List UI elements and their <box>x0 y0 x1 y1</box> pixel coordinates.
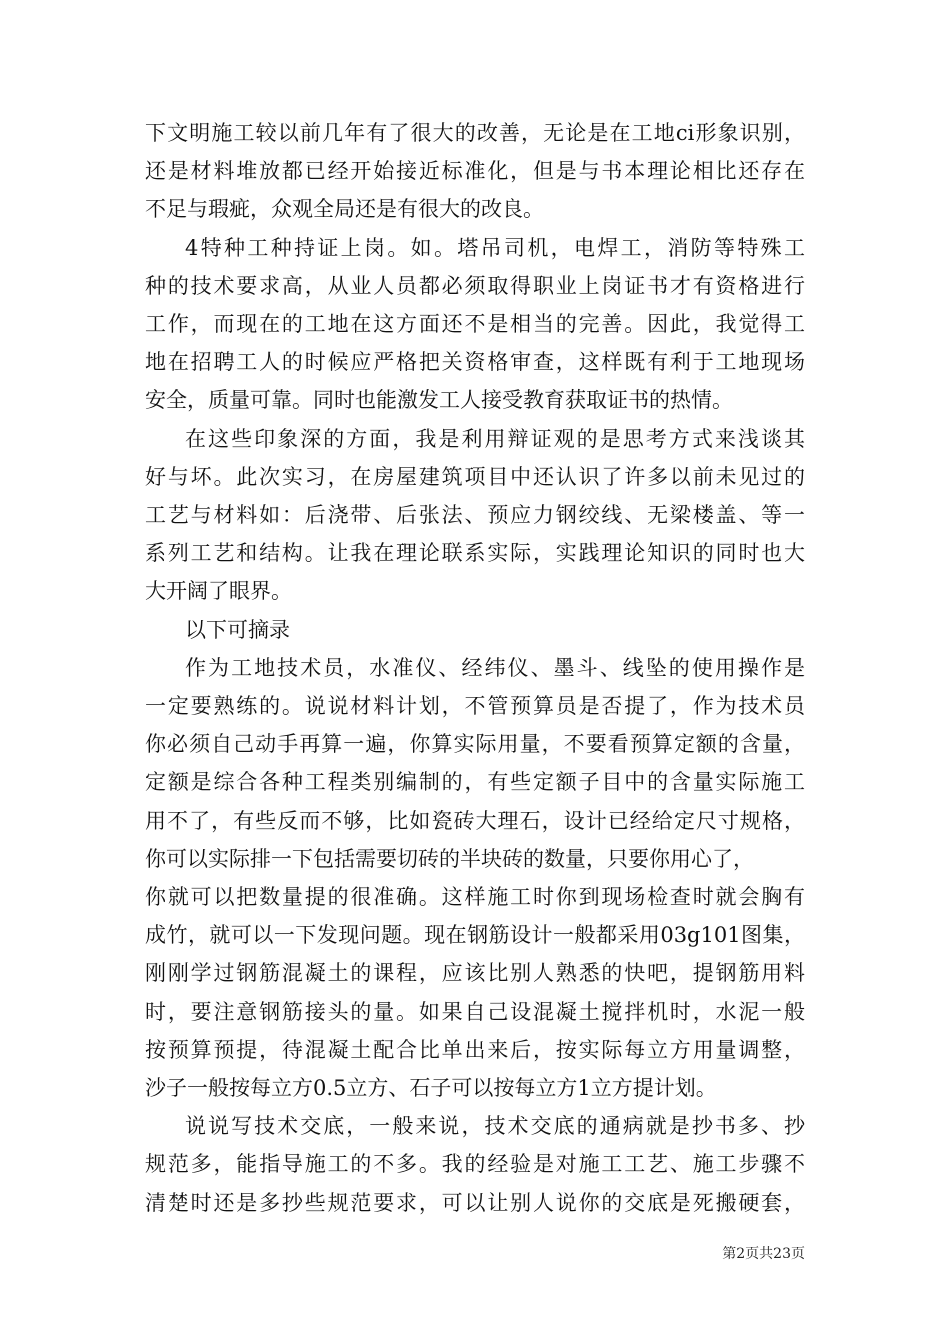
text-line: 4特种工种持证上岗。如。塔吊司机，电焊工，消防等特殊工 <box>185 235 805 260</box>
text-line: 刚刚学过钢筋混凝土的课程，应该比别人熟悉的快吧，提钢筋用料 <box>145 961 805 986</box>
text-line: 大开阔了眼界。 <box>145 579 292 604</box>
text-line: 你就可以把数量提的很准确。这样施工时你到现场检查时就会胸有 <box>145 885 805 909</box>
page-number: 第2页共23页 <box>722 1246 805 1262</box>
text-line: 还是材料堆放都已经开始接近标准化，但是与书本理论相比还存在 <box>145 159 805 184</box>
text-line: 工艺与材料如：后浇带、后张法、预应力钢绞线、无梁楼盖、等一 <box>145 503 805 527</box>
text-line: 一定要熟练的。说说材料计划，不管预算员是否提了，作为技术员 <box>145 694 805 718</box>
text-line: 沙子一般按每立方0.5立方、石子可以按每立方1立方提计划。 <box>145 1076 717 1100</box>
text-line: 你必须自己动手再算一遍，你算实际用量，不要看预算定额的含量， <box>145 732 805 757</box>
text-line: 作为工地技术员，水准仪、经纬仪、墨斗、线坠的使用操作是 <box>185 655 805 680</box>
text-line: 用不了，有些反而不够，比如瓷砖大理石，设计已经给定尺寸规格， <box>145 808 805 833</box>
text-line: 以下可摘录 <box>185 617 290 642</box>
text-line: 系列工艺和结构。让我在理论联系实际，实践理论知识的同时也大 <box>145 541 805 566</box>
text-line: 不足与瑕疵，众观全局还是有很大的改良。 <box>145 197 544 222</box>
text-line: 时，要注意钢筋接头的量。如果自己设混凝土搅拌机时，水泥一般 <box>145 999 805 1024</box>
text-line: 清楚时还是多抄些规范要求，可以让别人说你的交底是死搬硬套， <box>145 1190 805 1215</box>
text-line: 规范多，能指导施工的不多。我的经验是对施工工艺、施工步骤不 <box>145 1152 805 1177</box>
text-line: 定额是综合各种工程类别编制的，有些定额子目中的含量实际施工 <box>145 770 805 795</box>
text-line: 安全，质量可靠。同时也能激发工人接受教育获取证书的热情。 <box>145 388 733 413</box>
text-line: 下文明施工较以前几年有了很大的改善，无论是在工地ci形象识别， <box>145 121 805 145</box>
text-line: 种的技术要求高，从业人员都必须取得职业上岗证书才有资格进行 <box>145 273 805 298</box>
text-line: 好与坏。此次实习，在房屋建筑项目中还认识了许多以前未见过的 <box>145 464 805 489</box>
text-line: 地在招聘工人的时候应严格把关资格审查，这样既有利于工地现场 <box>145 350 805 375</box>
text-line: 在这些印象深的方面，我是利用辩证观的是思考方式来浅谈其 <box>185 426 805 451</box>
text-line: 你可以实际排一下包括需要切砖的半块砖的数量，只要你用心了， <box>145 846 754 871</box>
text-line: 成竹，就可以一下发现问题。现在钢筋设计一般都采用03g101图集， <box>145 923 805 948</box>
text-line: 按预算预提，待混凝土配合比单出来后，按实际每立方用量调整， <box>145 1037 805 1062</box>
text-line: 工作，而现在的工地在这方面还不是相当的完善。因此，我觉得工 <box>145 312 805 336</box>
text-line: 说说写技术交底，一般来说，技术交底的通病就是抄书多、抄 <box>185 1114 805 1139</box>
